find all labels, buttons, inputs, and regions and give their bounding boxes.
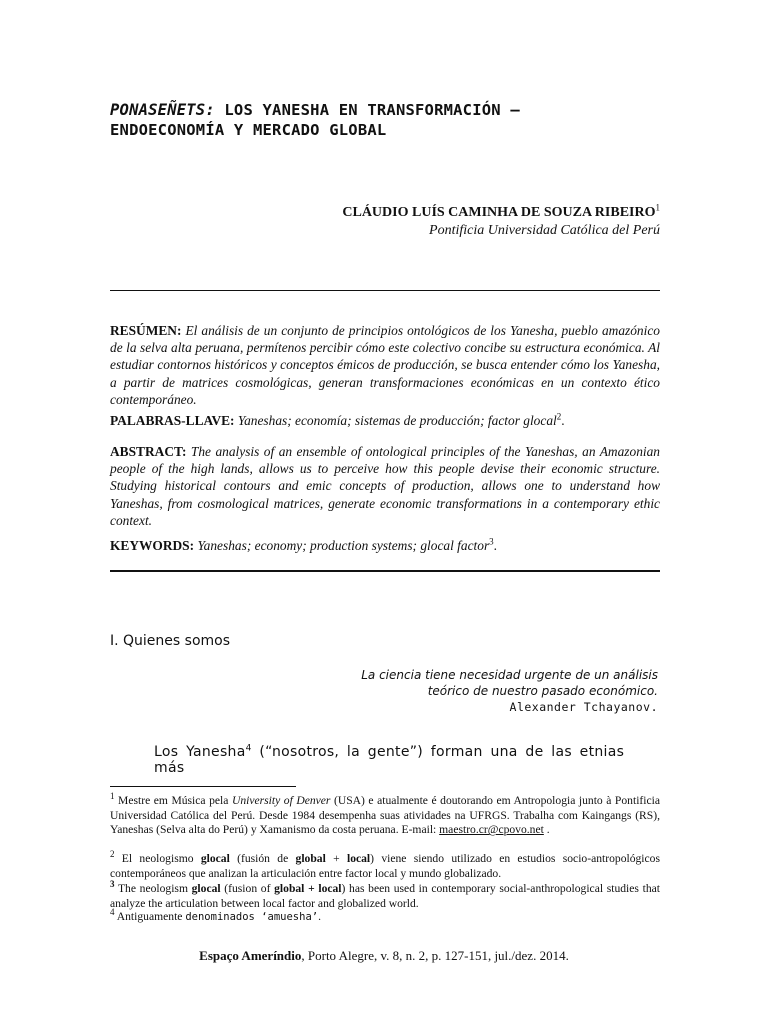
resumen-label: RESÚMEN [110, 323, 177, 338]
body-rest: (“nosotros, la gente”) forman una de las etnias más [154, 744, 625, 776]
footnote-2-num: 2 [110, 849, 115, 860]
epigraph [361, 667, 658, 715]
footnote-2-c: (fusión de [229, 852, 296, 865]
title-line2: ENDOECONOMÍA Y MERCADO GLOBAL [110, 121, 387, 139]
footnote-4-mono: denominados ‘amuesha’ [185, 911, 319, 923]
abstract-paragraph: ABSTRACT: The analysis of an ensemble of ontological principles of the Yaneshas, an Amazonian people of the high lands, allows us to perceive how this people devise their economic structure. Studying historical contours and emic concepts of production, allows one to understand how Yaneshas, from cosmological matrices, generate economic transformations in a contemporary ethic context. [110, 444, 661, 528]
title-line1: LOS YANESHA EN TRANSFORMACIÓN – [214, 101, 520, 119]
page-footer [0, 948, 768, 964]
footnote-divider [110, 786, 296, 787]
abstract-text: The analysis of an ensemble of ontological principles of the Yaneshas, an Amazonian people of the high lands, allows us to perceive how this people devise their economic structure. Studying historical contours and emic concepts of production, allows one to understand how Yaneshas, from cosmological matrices, generate economic transformations in a contemporary ethic context. [110, 444, 661, 528]
body-footnote-ref[interactable]: 4 [245, 743, 252, 754]
footnote-2-a: El neologismo [114, 852, 201, 865]
footnote-3-b2: global + local [274, 882, 342, 895]
palabras-paragraph: PALABRAS-LLAVE: Yaneshas; economía; sistemas de producción; factor glocal$^2$. [110, 411, 565, 428]
footnote-1-num: 1 [110, 791, 115, 802]
body-paragraph [154, 744, 660, 776]
footnote-4-a: Antiguamente [114, 910, 186, 923]
keywords-end: . [493, 538, 498, 553]
footnote-3-d: ) has been used in contemporary social-anthropological studies that analyze the articulation between local factor and globalized world. [110, 882, 660, 910]
epigraph-author: Alexander Tchayanov. [509, 700, 658, 714]
email-link[interactable]: maestro.cr@cpovo.net [439, 823, 544, 837]
footer-citation: , Porto Alegre, v. 8, n. 2, p. 127-151, jul./dez. 2014. [301, 948, 569, 963]
palabras-text: Yaneshas; economía; sistemas de producción; factor glocal [237, 413, 557, 428]
footnote-3-a: The neologism [114, 882, 192, 895]
palabras-footnote-ref[interactable]: 2 [556, 411, 562, 422]
paper-title [110, 100, 670, 140]
body-start: Los Yanesha [154, 744, 246, 760]
palabras-end: . [561, 413, 565, 428]
footnote-2-d: + [325, 852, 347, 865]
footnote-3 [110, 879, 660, 911]
keywords-footnote-ref[interactable]: 3 [489, 536, 494, 547]
footnote-2 [110, 849, 660, 881]
keywords-paragraph: KEYWORDS: Yaneshas; economy; production systems; glocal factor$^3$. [110, 536, 498, 553]
footnote-3-b1: glocal [191, 882, 221, 895]
footnote-3-num: 3 [110, 879, 115, 890]
footnote-4 [110, 907, 660, 925]
footnote-2-b2: global [295, 852, 326, 865]
footer-journal: Espaço Ameríndio [199, 948, 302, 963]
abstract-label: ABSTRACT [110, 444, 182, 459]
bottom-divider [110, 570, 660, 572]
footnote-2-b1: glocal [200, 852, 230, 865]
author-footnote-ref[interactable]: 1 [655, 202, 660, 213]
footnote-2-b3: local [346, 852, 371, 865]
resumen-paragraph: RESÚMEN: El análisis de un conjunto de principios ontológicos de los Yanesha, pueblo amazónico de la selva alta peruana, permítenos percibir cómo este colectivo concibe su estructura económica. Al estudiar contornos históricos y conceptos émicos de producción, se busca entender cómo los Yanesha, a partir de matrices cosmológicas, generan transformaciones económicas en un contexto ético contemporáneo. [110, 323, 660, 407]
footnote-1-a: Mestre em Música pela [114, 794, 232, 807]
epigraph-line2: teórico de nuestro pasado económico. [427, 684, 658, 698]
keywords-label: KEYWORDS [110, 538, 190, 553]
title-italic: PONASEÑETS: [110, 101, 215, 119]
resumen-text: El análisis de un conjunto de principios ontológicos de los Yanesha, pueblo amazónico de la selva alta peruana, permítenos percibir cómo este colectivo concibe su estructura económica. Al estudiar contornos históricos y conceptos émicos de producción, se busca entender cómo los Yanesha, a partir de matrices cosmológicas, generan transformaciones económicas en un contexto ético contemporáneo. [110, 323, 660, 407]
footnote-1-university: University of Denver [231, 794, 331, 807]
epigraph-line1: La ciencia tiene necesidad urgente de un análisis [361, 668, 658, 682]
top-divider [110, 290, 660, 291]
author-affiliation: Pontificia Universidad Católica del Perú [429, 223, 660, 238]
section-heading: I. Quienes somos [110, 633, 231, 649]
author-name: CLÁUDIO LUÍS CAMINHA DE SOUZA RIBEIRO [342, 205, 656, 220]
keywords-text: Yaneshas; economy; production systems; glocal factor [197, 538, 490, 553]
palabras-label: PALABRAS-LLAVE [110, 413, 231, 428]
footnote-1-c: (USA) e atualmente é doutorando em Antropologia junto à Pontificia Universidad Católica del Perú. Desde 1984 desempenha suas atividades na UFRGS. Trabalha com Kaingangs (RS), Yaneshas (Selva alta do Perú) y Xamanismo da costa peruana. E-mail: [110, 794, 661, 837]
footnote-2-e: ) viene siendo utilizado en estudios socio-antropológicos contemporáneos que analizan la articulación entre factor local y mundo globalizado. [110, 852, 660, 880]
footnote-4-num: 4 [110, 907, 115, 918]
author-block [342, 204, 660, 240]
footnote-1-end: . [543, 823, 550, 837]
footnote-1 [110, 791, 661, 838]
footnote-4-end: . [318, 910, 322, 923]
footnote-3-c: (fusion of [220, 882, 275, 895]
